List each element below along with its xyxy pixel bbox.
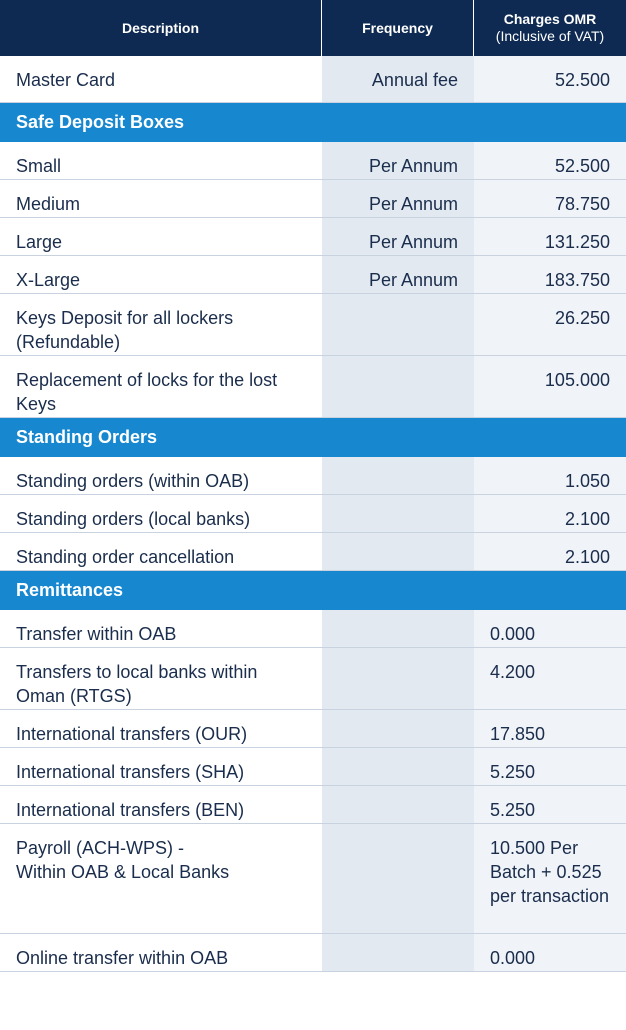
table-row xyxy=(0,748,626,786)
row-frequency xyxy=(322,748,474,785)
table-row xyxy=(0,533,626,571)
row-frequency xyxy=(322,610,474,647)
row-charge: 2.100 xyxy=(474,533,626,570)
table-row xyxy=(0,256,626,294)
table-row xyxy=(0,786,626,824)
row-description: X-Large xyxy=(16,270,81,290)
row-description: Online transfer within OAB xyxy=(16,948,229,968)
row-frequency: Per Annum xyxy=(322,256,474,293)
row-description: Standing order cancellation xyxy=(16,547,235,567)
row-frequency: Per Annum xyxy=(322,142,474,179)
row-description: Medium xyxy=(16,194,81,214)
row-charge: 1.050 xyxy=(474,457,626,494)
row-frequency: Per Annum xyxy=(322,180,474,217)
row-description: International transfers (BEN) xyxy=(16,800,245,820)
row-charge: 52.500 xyxy=(474,142,626,179)
row-description: International transfers (SHA) xyxy=(16,762,245,782)
row-frequency xyxy=(322,824,474,933)
table-row xyxy=(0,457,626,495)
row-description: Payroll (ACH-WPS) - Within OAB & Local Banks xyxy=(16,838,230,882)
row-description: Transfers to local banks within Oman (RTGS) xyxy=(16,662,258,706)
row-charge: 4.200 xyxy=(474,648,626,709)
table-header xyxy=(0,0,626,56)
row-charge: 131.250 xyxy=(474,218,626,255)
row-frequency: Per Annum xyxy=(322,218,474,255)
row-charge: 0.000 xyxy=(474,610,626,647)
section-header: Remittances xyxy=(0,571,626,610)
table-row xyxy=(0,294,626,356)
row-frequency xyxy=(322,457,474,494)
header-charges-title: Charges OMR xyxy=(503,11,597,27)
row-charge: 17.850 xyxy=(474,710,626,747)
row-frequency xyxy=(322,710,474,747)
row-description: International transfers (OUR) xyxy=(16,724,248,744)
header-frequency: Frequency xyxy=(322,0,474,56)
row-charge: 0.000 xyxy=(474,934,626,971)
row-frequency: Annual fee xyxy=(322,56,474,102)
row-charge: 105.000 xyxy=(474,356,626,417)
row-frequency xyxy=(322,294,474,355)
row-charge: 2.100 xyxy=(474,495,626,532)
section-header: Standing Orders xyxy=(0,418,626,457)
row-description: Standing orders (local banks) xyxy=(16,509,251,529)
table-row xyxy=(0,180,626,218)
row-charge: 5.250 xyxy=(474,786,626,823)
table-row xyxy=(0,495,626,533)
row-frequency xyxy=(322,648,474,709)
row-description: Replacement of locks for the lost Keys xyxy=(16,370,278,414)
table-row xyxy=(0,934,626,972)
table-row xyxy=(0,824,626,934)
row-description: Keys Deposit for all lockers (Refundable) xyxy=(16,308,234,352)
header-charges-subtitle: (Inclusive of VAT) xyxy=(495,28,605,44)
row-charge: 26.250 xyxy=(474,294,626,355)
row-charge: 52.500 xyxy=(474,56,626,102)
row-description: Standing orders (within OAB) xyxy=(16,471,250,491)
header-description: Description xyxy=(0,0,322,56)
table-row xyxy=(0,142,626,180)
row-charge: 10.500 Per Batch + 0.525 per transaction xyxy=(474,824,626,933)
row-charge: 5.250 xyxy=(474,748,626,785)
row-frequency xyxy=(322,356,474,417)
row-description: Large xyxy=(16,232,63,252)
row-description: Small xyxy=(16,156,62,176)
table-row xyxy=(0,56,626,103)
row-frequency xyxy=(322,495,474,532)
section-header: Safe Deposit Boxes xyxy=(0,103,626,142)
row-description: Master Card xyxy=(16,70,116,90)
table-row xyxy=(0,648,626,710)
header-charges xyxy=(474,0,626,56)
table-row xyxy=(0,710,626,748)
row-description: Transfer within OAB xyxy=(16,624,177,644)
row-charge: 78.750 xyxy=(474,180,626,217)
table-row xyxy=(0,218,626,256)
row-frequency xyxy=(322,934,474,971)
table-row xyxy=(0,610,626,648)
row-frequency xyxy=(322,533,474,570)
row-frequency xyxy=(322,786,474,823)
row-charge: 183.750 xyxy=(474,256,626,293)
table-row xyxy=(0,356,626,418)
